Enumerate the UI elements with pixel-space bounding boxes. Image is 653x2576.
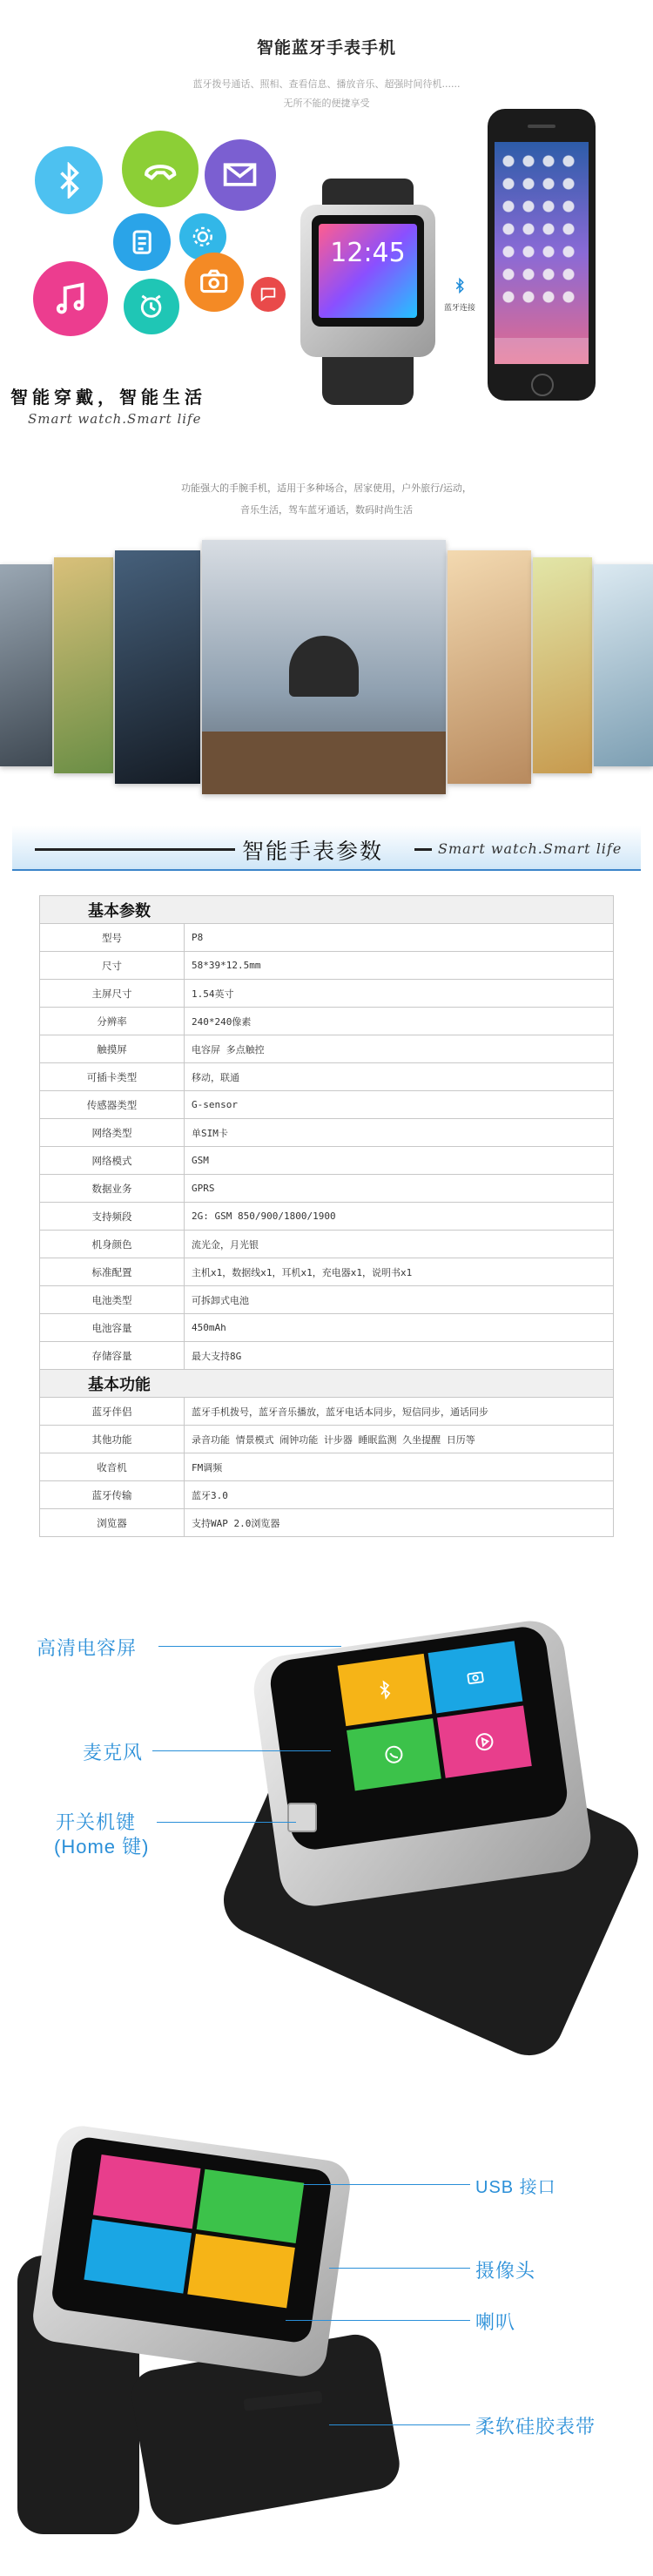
spec-value: 支持WAP 2.0浏览器 xyxy=(185,1509,614,1537)
spec-group-functions-label: 基本功能 xyxy=(40,1370,614,1398)
table-row xyxy=(40,1147,614,1175)
spec-key: 浏览器 xyxy=(40,1509,185,1537)
table-row xyxy=(40,1008,614,1035)
spec-value: 蓝牙手机拨号，蓝牙音乐播放，蓝牙电话本同步，短信同步，通话同步 xyxy=(185,1398,614,1426)
side-tile-media xyxy=(93,2155,201,2229)
spec-value: 450mAh xyxy=(185,1314,614,1342)
hero-subtitle-2: 无所不能的便捷享受 xyxy=(283,98,370,109)
side-tile-phone xyxy=(197,2169,305,2243)
callout-power-1: 开关机键 xyxy=(56,1811,137,1833)
spec-key: 电池类型 xyxy=(40,1286,185,1314)
spec-value: G-sensor xyxy=(185,1091,614,1119)
callout-speaker: 喇叭 xyxy=(475,2311,516,2333)
camera-icon xyxy=(185,253,244,312)
spec-value: 58*39*12.5mm xyxy=(185,952,614,980)
spec-key: 收音机 xyxy=(40,1453,185,1481)
front-home-key xyxy=(287,1803,317,1832)
callout-camera: 摄像头 xyxy=(475,2260,536,2282)
music-icon xyxy=(33,261,108,336)
table-row xyxy=(40,1063,614,1091)
callout-mic: 麦克风 xyxy=(83,1742,144,1763)
spec-key: 标准配置 xyxy=(40,1258,185,1286)
watch-time: 12:45 xyxy=(330,238,406,268)
spec-value: 移动，联通 xyxy=(185,1063,614,1091)
table-row xyxy=(40,1203,614,1231)
slogan-cn: 智能穿戴，智能生活 xyxy=(10,387,206,408)
spec-key: 主屏尺寸 xyxy=(40,980,185,1008)
callout-power-line xyxy=(157,1822,296,1823)
table-row xyxy=(40,1426,614,1453)
callout-screen-line xyxy=(158,1646,341,1647)
spec-value: P8 xyxy=(185,924,614,952)
photo-table xyxy=(202,732,446,794)
spec-key: 存储容量 xyxy=(40,1342,185,1370)
callout-usb-line xyxy=(303,2184,470,2185)
spec-value: 蓝牙3.0 xyxy=(185,1481,614,1509)
hero-watch xyxy=(296,179,440,405)
mail-icon xyxy=(205,139,276,211)
spec-key: 电池容量 xyxy=(40,1314,185,1342)
table-row xyxy=(40,1258,614,1286)
front-tile-media xyxy=(437,1705,532,1777)
front-tile-camera xyxy=(428,1641,523,1713)
spec-key: 可插卡类型 xyxy=(40,1063,185,1091)
spec-key: 网络模式 xyxy=(40,1147,185,1175)
callout-mic-line xyxy=(152,1750,331,1751)
table-row xyxy=(40,1481,614,1509)
spec-key: 分辨率 xyxy=(40,1008,185,1035)
table-row xyxy=(40,1035,614,1063)
spec-value: 主机x1，数据线x1，耳机x1，充电器x1，说明书x1 xyxy=(185,1258,614,1286)
spec-value: 流光金，月光银 xyxy=(185,1231,614,1258)
phone-screen xyxy=(495,142,589,364)
spec-key: 支持频段 xyxy=(40,1203,185,1231)
table-row xyxy=(40,1091,614,1119)
header-rule-right xyxy=(414,848,432,851)
spec-value: GSM xyxy=(185,1147,614,1175)
table-row xyxy=(40,1398,614,1426)
photo-woman-phone xyxy=(594,564,653,766)
side-tile-camera xyxy=(84,2219,192,2293)
bluetooth-connect-label: 蓝牙连接 xyxy=(443,304,475,313)
bluetooth-link-icon xyxy=(452,275,468,296)
tile-camera-icon xyxy=(463,1666,488,1688)
table-row xyxy=(40,1509,614,1537)
phone-icon xyxy=(122,131,199,207)
spec-key: 机身颜色 xyxy=(40,1231,185,1258)
slogan-en: Smart watch.Smart life xyxy=(28,411,202,427)
watch-screen xyxy=(319,224,417,318)
phone-app-grid xyxy=(502,154,582,311)
callout-strap-line xyxy=(329,2424,470,2425)
callout-power-2: (Home 键) xyxy=(54,1836,150,1858)
tile-media-icon xyxy=(473,1730,496,1754)
hero-title: 智能蓝牙手表手机 xyxy=(256,38,396,57)
photo-woman-outdoor xyxy=(533,557,592,773)
phone-dock xyxy=(495,338,589,364)
spec-table xyxy=(39,895,614,1537)
phone-home-button xyxy=(531,374,554,396)
spec-value: GPRS xyxy=(185,1175,614,1203)
front-tile-bluetooth xyxy=(338,1654,433,1726)
header-rule-left xyxy=(35,848,235,851)
document-icon xyxy=(113,213,171,271)
spec-key: 蓝牙伴侣 xyxy=(40,1398,185,1426)
phone-speaker xyxy=(528,125,555,128)
table-row xyxy=(40,1453,614,1481)
alarm-icon xyxy=(124,279,179,334)
spec-value: 2G: GSM 850/900/1800/1900 xyxy=(185,1203,614,1231)
table-row xyxy=(40,1231,614,1258)
spec-value: 单SIM卡 xyxy=(185,1119,614,1147)
photo-person-center xyxy=(289,636,359,697)
bluetooth-connection xyxy=(442,275,477,313)
lifestyle-text-2: 音乐生活，驾车蓝牙通话，数码时尚生活 xyxy=(240,504,413,516)
spec-value: 可拆卸式电池 xyxy=(185,1286,614,1314)
table-row xyxy=(40,924,614,952)
tile-bluetooth-icon xyxy=(374,1679,396,1701)
spec-key: 型号 xyxy=(40,924,185,952)
spec-key: 蓝牙传输 xyxy=(40,1481,185,1509)
section-title: 智能手表参数 xyxy=(242,839,384,864)
spec-group-basic-label: 基本参数 xyxy=(40,896,614,924)
table-row xyxy=(40,1342,614,1370)
product-side xyxy=(9,2134,392,2543)
table-row xyxy=(40,1175,614,1203)
callout-camera-line xyxy=(329,2268,470,2269)
spec-value: 录音功能 情景模式 闹钟功能 计步器 睡眠监测 久坐提醒 日历等 xyxy=(185,1426,614,1453)
table-row xyxy=(40,952,614,980)
photo-cyclist xyxy=(0,564,52,766)
lifestyle-text-1: 功能强大的手腕手机，适用于多种场合，居家使用，户外旅行/运动， xyxy=(181,482,472,494)
bluetooth-icon xyxy=(35,146,103,214)
spec-key: 传感器类型 xyxy=(40,1091,185,1119)
spec-key: 其他功能 xyxy=(40,1426,185,1453)
spec-key: 尺寸 xyxy=(40,952,185,980)
spec-key: 网络类型 xyxy=(40,1119,185,1147)
spec-key: 数据业务 xyxy=(40,1175,185,1203)
tile-phone-icon xyxy=(382,1743,406,1766)
front-tile-phone xyxy=(347,1718,441,1790)
spec-group-functions xyxy=(40,1370,614,1398)
spec-value: FM调频 xyxy=(185,1453,614,1481)
table-row xyxy=(40,1286,614,1314)
side-tile-bluetooth xyxy=(187,2234,295,2308)
photo-woman-sunglasses xyxy=(448,550,531,784)
spec-value: 1.54英寸 xyxy=(185,980,614,1008)
chat-icon xyxy=(251,277,286,312)
table-row xyxy=(40,980,614,1008)
hero-phone xyxy=(488,109,596,401)
photo-driver xyxy=(115,550,200,784)
spec-value: 最大支持8G xyxy=(185,1342,614,1370)
photo-runner xyxy=(54,557,113,773)
spec-key: 触摸屏 xyxy=(40,1035,185,1063)
hero-subtitle-1: 蓝牙拨号通话、照相、查看信息、播放音乐、超强时间待机...... xyxy=(192,78,461,90)
callout-usb: USB 接口 xyxy=(475,2178,556,2197)
table-row xyxy=(40,1314,614,1342)
callout-screen: 高清电容屏 xyxy=(37,1637,138,1659)
spec-value: 240*240像素 xyxy=(185,1008,614,1035)
product-front xyxy=(248,1620,614,2151)
spec-group-basic xyxy=(40,896,614,924)
photo-business-meeting xyxy=(202,540,446,794)
spec-value: 电容屏 多点触控 xyxy=(185,1035,614,1063)
front-screen xyxy=(286,1638,559,1838)
section-subtitle-en: Smart watch.Smart life xyxy=(438,840,623,857)
table-row xyxy=(40,1119,614,1147)
callout-speaker-line xyxy=(286,2320,470,2321)
callout-strap: 柔软硅胶表带 xyxy=(475,2416,596,2438)
